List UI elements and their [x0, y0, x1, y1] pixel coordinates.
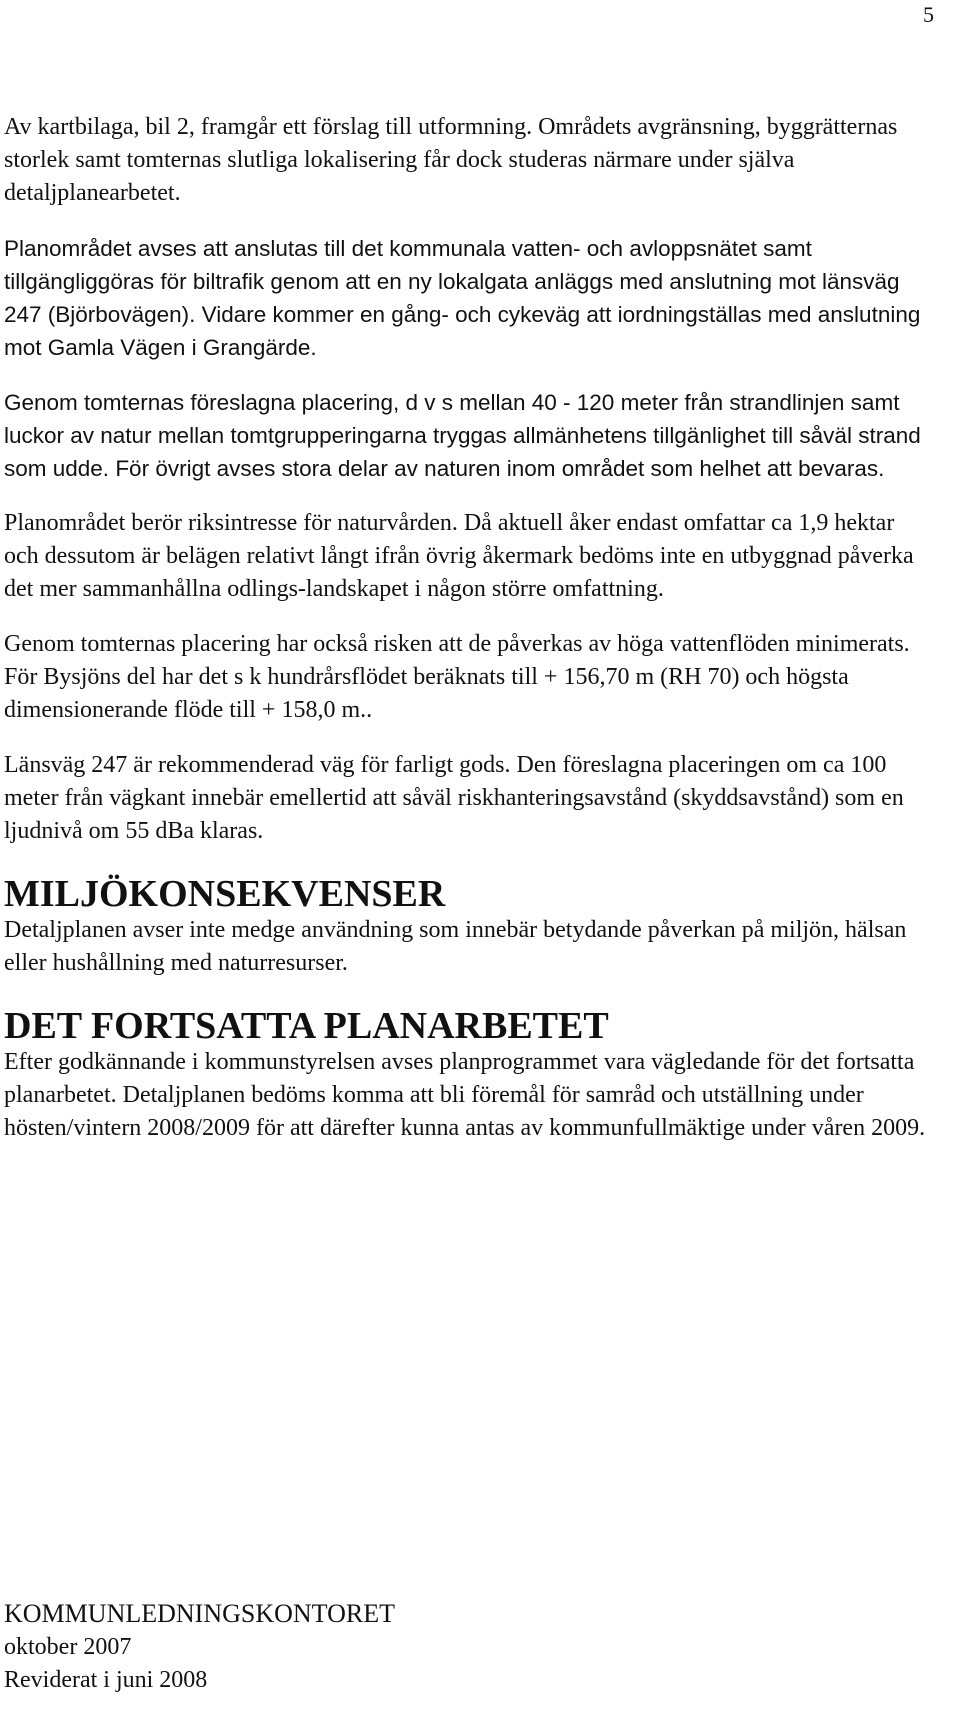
heading-miljokonsekvenser: MILJÖKONSEKVENSER: [4, 873, 446, 915]
paragraph-va-trafik: Planområdet avses att anslutas till det kommunala vatten- och avloppsnätet samt tillgängliggöras för biltrafik genom att en ny lokalgata anläggs med anslutning mot länsväg 247 (Björbovägen). Vidare kommer en gång- och cykeväg att iordningställas med anslutning mot Gamla Vägen i Grangärde.: [4, 236, 921, 360]
document-body: [4, 111, 934, 1145]
page-number: 5: [923, 2, 934, 27]
paragraph-fortsatta-planarbetet: Efter godkännande i kommunstyrelsen avses planprogrammet vara vägledande för det fortsatta planarbetet. Detaljplanen bedöms komma att bli föremål för samråd och utställning under hösten/vintern 2008/2009 för att därefter kunna antas av kommunfullmäktige under våren 2009.: [4, 1049, 926, 1141]
document-date: oktober 2007: [4, 1634, 132, 1660]
heading-fortsatta-planarbetet: DET FORTSATTA PLANARBETET: [4, 1005, 609, 1047]
paragraph-farligt-gods: Länsväg 247 är rekommenderad väg för farligt gods. Den föreslagna placeringen om ca 100 meter från vägkant innebär emellertid att såväl riskhanteringsavstånd (skyddsavstånd) som en ljudnivå om 55 dBa klaras.: [4, 752, 904, 844]
revision-date: Reviderat i juni 2008: [4, 1667, 208, 1693]
paragraph-tillganglighet: Genom tomternas föreslagna placering, d v s mellan 40 - 120 meter från strandlinjen samt luckor av natur mellan tomtgrupperingarna tryggas allmänhetens tillgänlighet till såväl strand som udde. För övrigt avses stora delar av naturen inom området som helhet att bevaras.: [4, 390, 921, 481]
signature-block: [4, 1597, 704, 1697]
organization-name: KOMMUNLEDNINGSKONTORET: [4, 1599, 395, 1628]
paragraph-utformning: Av kartbilaga, bil 2, framgår ett förslag till utformning. Områdets avgränsning, byggrätternas storlek samt tomternas slutliga lokalisering får dock studeras närmare under själva detaljplanearbetet.: [4, 114, 898, 206]
paragraph-miljokonsekvenser: Detaljplanen avser inte medge användning som innebär betydande påverkan på miljön, hälsan eller hushållning med naturresurser.: [4, 917, 907, 976]
paragraph-vattenfloden: Genom tomternas placering har också risken att de påverkas av höga vattenflöden minimerats. För Bysjöns del har det s k hundrårsflödet beräknats till + 156,70 m (RH 70) och högsta dimensionerande flöde till + 158,0 m..: [4, 631, 910, 723]
paragraph-riksintresse: Planområdet berör riksintresse för naturvården. Då aktuell åker endast omfattar ca 1,9 hektar och dessutom är belägen relativt långt ifrån övrig åkermark bedöms inte en utbyggnad påverka det mer sammanhållna odlings-landskapet i någon större omfattning.: [4, 510, 914, 602]
